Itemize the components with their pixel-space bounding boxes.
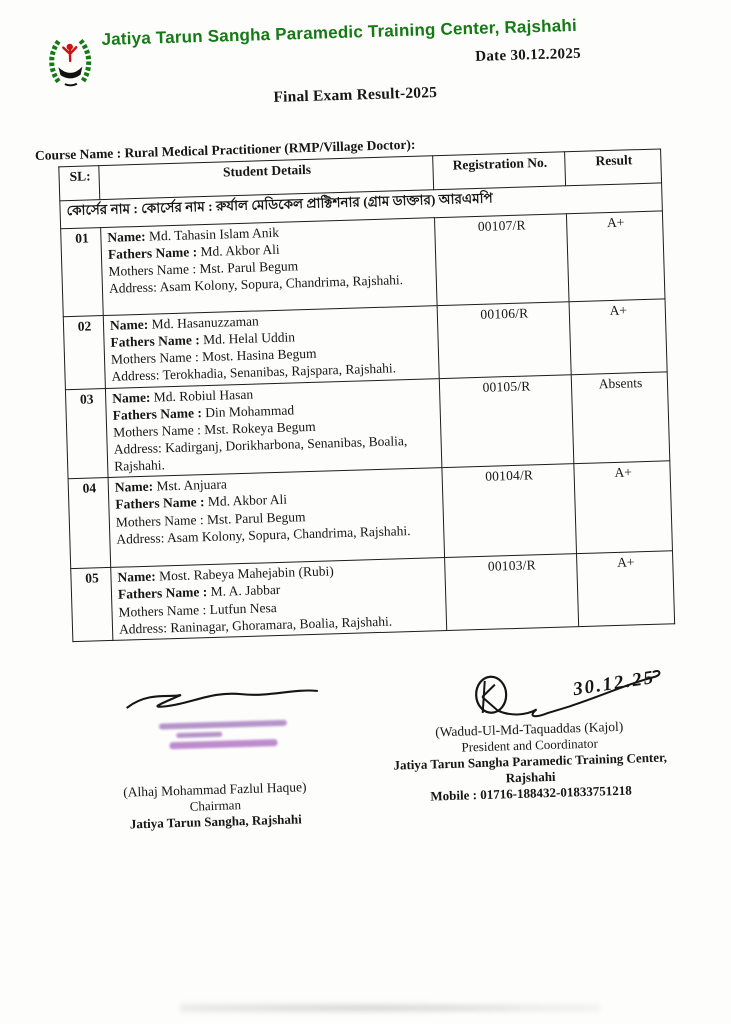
sl-cell: 03 bbox=[65, 388, 108, 479]
father-label: Fathers Name : bbox=[110, 332, 200, 350]
course-name-bengali: কোর্সের নাম : কোর্সের নাম : রুর্যাল মেডিকেল প্রাক্টিশনার (গ্রাম ডাক্তার) আরএমপি bbox=[60, 183, 663, 229]
column-header-sl: SL: bbox=[59, 166, 100, 201]
results-table bbox=[58, 148, 675, 642]
signer-title: President and Coordinator bbox=[461, 735, 599, 755]
father-name: Din Mohammad bbox=[205, 402, 295, 420]
result-cell: A+ bbox=[566, 211, 665, 302]
student-name: Md. Hasanuzzaman bbox=[151, 313, 260, 332]
official-stamp bbox=[148, 719, 299, 775]
left-signature-block bbox=[87, 677, 341, 833]
signer-organization-line2: Rajshahi bbox=[505, 768, 556, 786]
father-label: Fathers Name : bbox=[117, 584, 208, 603]
mother-label: Mothers Name : bbox=[115, 511, 204, 530]
signer-name: (Wadud-Ul-Md-Taquaddas (Kajol) bbox=[435, 718, 624, 740]
chairman-signature-icon bbox=[117, 678, 328, 716]
right-signature-block bbox=[373, 665, 687, 806]
father-name: M. A. Jabbar bbox=[210, 582, 281, 600]
registration-cell: 00106/R bbox=[437, 302, 571, 378]
address: Raninagar, Ghoramara, Boalia, Rajshahi. bbox=[170, 613, 393, 635]
column-header-registration-no: Registration No. bbox=[433, 152, 566, 190]
student-name: Md. Tahasin Islam Anik bbox=[148, 224, 280, 244]
date-line: Date 30.12.2025 bbox=[474, 45, 582, 65]
address-label: Address: bbox=[111, 367, 160, 385]
address-label: Address: bbox=[113, 440, 162, 457]
signer-title: Chairman bbox=[189, 797, 242, 814]
name-label: Name: bbox=[109, 316, 149, 333]
sl-cell: 01 bbox=[61, 228, 104, 317]
president-signature-area bbox=[373, 665, 684, 726]
mother-name: Most. Hasina Begum bbox=[201, 346, 317, 365]
result-cell: A+ bbox=[569, 299, 667, 374]
name-label: Name: bbox=[111, 389, 151, 406]
scan-smudge bbox=[180, 1000, 600, 1016]
address-label: Address: bbox=[108, 279, 158, 297]
name-label: Name: bbox=[107, 228, 146, 245]
registration-cell: 00107/R bbox=[434, 214, 569, 306]
signer-name: (Alhaj Mohammad Fazlul Haque) bbox=[122, 779, 307, 800]
mother-label: Mothers Name : bbox=[110, 349, 199, 368]
father-label: Fathers Name : bbox=[112, 404, 203, 423]
address-label: Address: bbox=[116, 530, 165, 547]
handwritten-date: 30.12.25 bbox=[571, 666, 657, 701]
father-name: Md. Akbor Ali bbox=[207, 492, 288, 510]
signer-organization-line1: Jatiya Tarun Sangha Paramedic Training Center, bbox=[393, 749, 668, 773]
address: Asam Kolony, Sopura, Chandrima, Rajshahi. bbox=[166, 522, 411, 545]
sl-cell: 02 bbox=[63, 316, 105, 390]
name-label: Name: bbox=[114, 478, 154, 496]
father-label: Fathers Name : bbox=[115, 494, 205, 513]
student-name: Md. Robiul Hasan bbox=[153, 386, 254, 405]
organization-logo-icon bbox=[45, 34, 95, 89]
result-cell: Absents bbox=[571, 371, 670, 464]
signer-mobile: Mobile : 01716-188432-01833751218 bbox=[430, 782, 633, 804]
mother-label: Mothers Name : bbox=[118, 601, 207, 620]
address-label: Address: bbox=[118, 619, 168, 637]
registration-cell: 00103/R bbox=[445, 554, 579, 630]
registration-cell: 00105/R bbox=[439, 374, 574, 468]
student-details-cell bbox=[111, 558, 447, 640]
sl-cell: 05 bbox=[71, 568, 113, 642]
father-name: Md. Helal Uddin bbox=[202, 329, 296, 348]
mother-name: Mst. Parul Begum bbox=[199, 258, 299, 277]
sl-cell: 04 bbox=[68, 478, 111, 569]
mother-label: Mothers Name : bbox=[108, 261, 197, 280]
student-details-cell bbox=[108, 468, 445, 568]
student-details-cell bbox=[105, 378, 442, 478]
result-cell: A+ bbox=[577, 551, 675, 626]
father-label: Fathers Name : bbox=[107, 244, 198, 263]
address: Asam Kolony, Sopura, Chandrima, Rajshahi. bbox=[159, 272, 404, 295]
address: Kadirganj, Dorikharbona, Senanibas, Boalia, Rajshahi. bbox=[114, 433, 408, 474]
name-label: Name: bbox=[117, 568, 156, 586]
page-title: Final Exam Result-2025 bbox=[273, 84, 438, 106]
mother-name: Mst. Rokeya Begum bbox=[204, 418, 316, 437]
mother-name: Mst. Parul Begum bbox=[206, 508, 306, 527]
student-name: Most. Rabeya Mahejabin (Rubi) bbox=[158, 563, 334, 584]
column-header-student-details: Student Details bbox=[99, 156, 434, 200]
student-name: Mst. Anjuara bbox=[156, 476, 228, 494]
column-header-result: Result bbox=[565, 149, 662, 186]
student-details-cell bbox=[103, 306, 439, 388]
student-details-cell bbox=[101, 218, 437, 316]
result-cell: A+ bbox=[574, 461, 673, 554]
organization-title: Jatiya Tarun Sangha Paramedic Training Center, Rajshahi bbox=[101, 15, 578, 49]
course-name-line: Course Name : Rural Medical Practitioner (RMP/Village Doctor): bbox=[34, 136, 416, 164]
address: Terokhadia, Senanibas, Rajspara, Rajshahi. bbox=[162, 360, 397, 383]
registration-cell: 00104/R bbox=[442, 464, 577, 558]
signer-organization: Jatiya Tarun Sangha, Rajshahi bbox=[129, 811, 302, 832]
mother-label: Mothers Name : bbox=[112, 422, 202, 440]
father-name: Md. Akbor Ali bbox=[200, 241, 280, 260]
mother-name: Lutfun Nesa bbox=[209, 599, 277, 617]
